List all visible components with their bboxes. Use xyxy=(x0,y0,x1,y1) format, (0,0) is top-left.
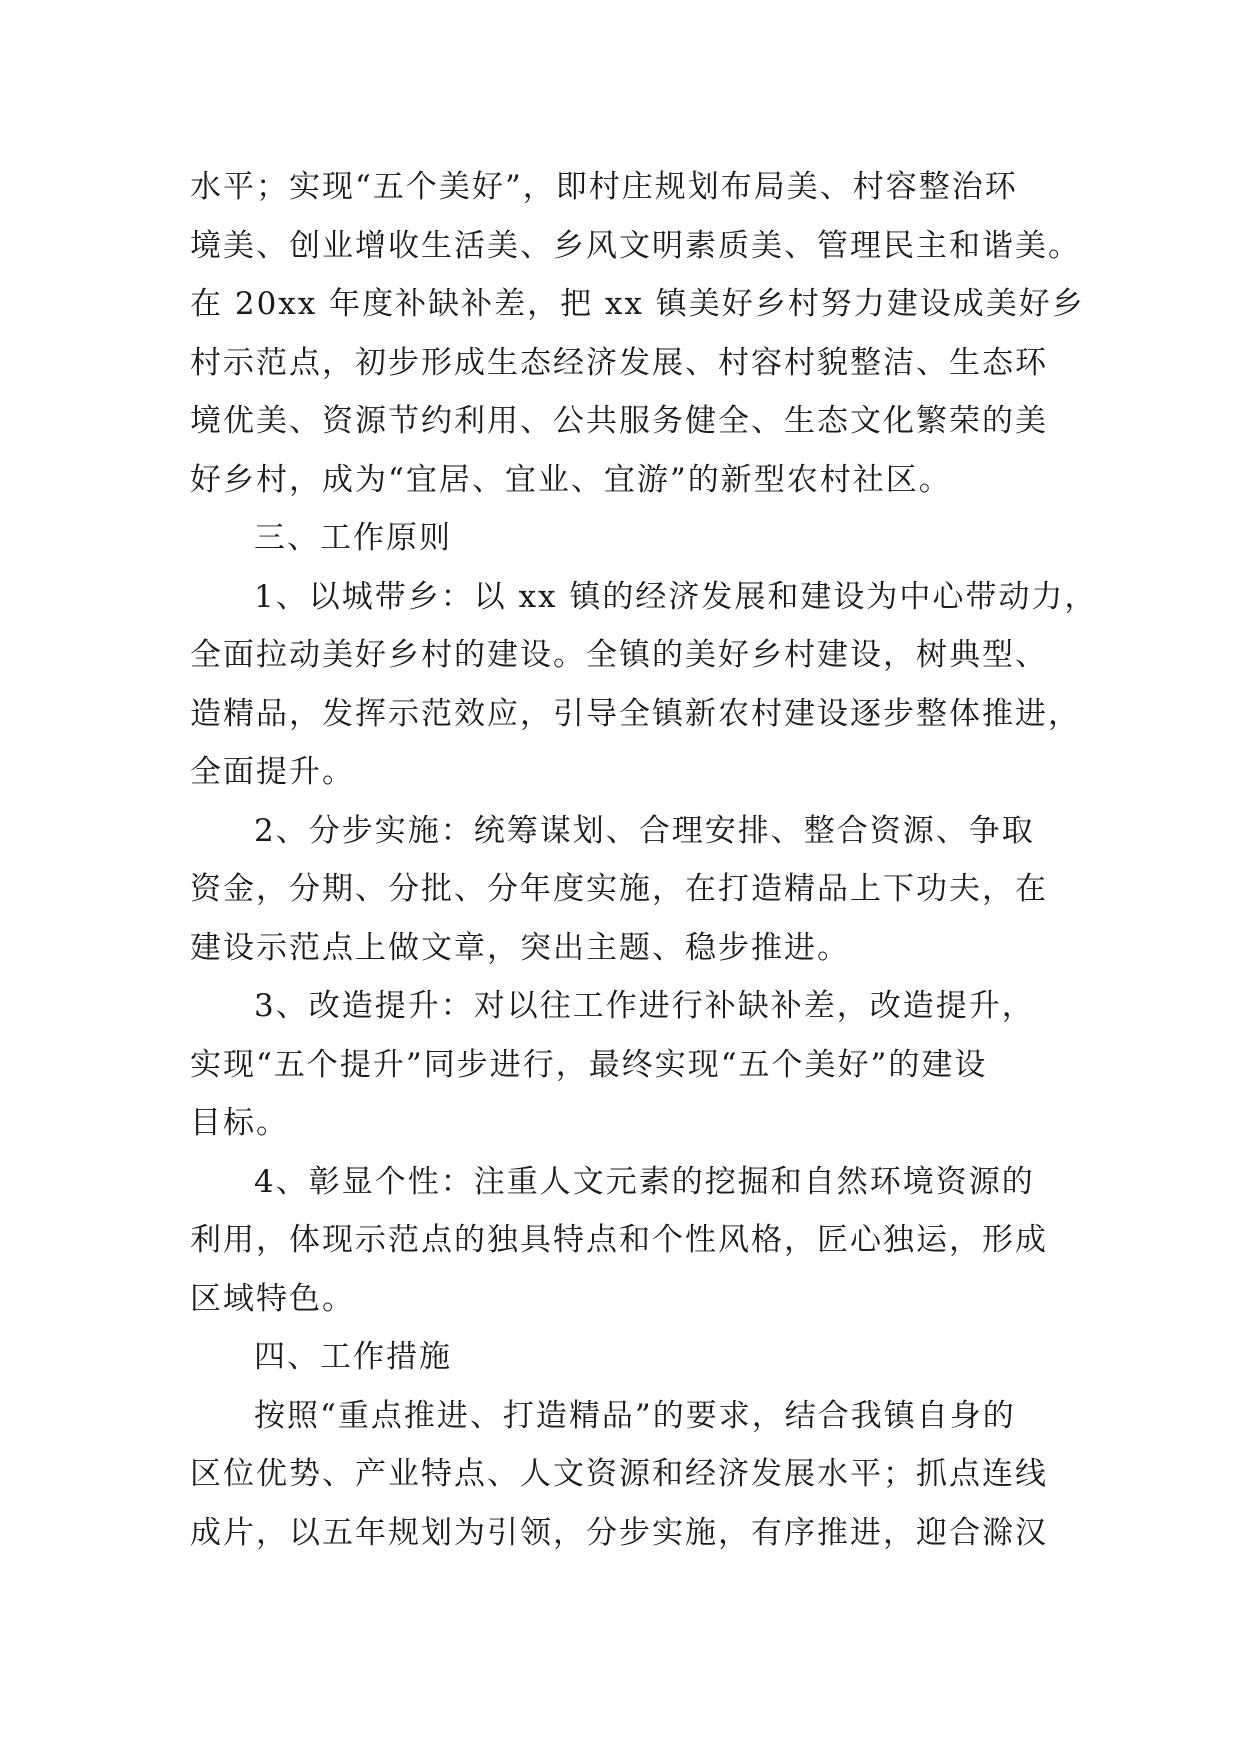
text-line: 按照“重点推进、打造精品”的要求，结合我镇自身的 xyxy=(254,1397,1016,1434)
text-line: 境美、创业增收生活美、乡风文明素质美、管理民主和谐美。 xyxy=(190,227,1081,264)
text-line: 在 20xx 年度补缺补差，把 xx 镇美好乡村努力建设成美好乡 xyxy=(190,286,1085,322)
text-line: 成片，以五年规划为引领，分步实施，有序推进，迎合滁汉 xyxy=(190,1514,1048,1551)
text-line: 好乡村，成为“宜居、宜业、宜游”的新型农村社区。 xyxy=(190,461,952,498)
text-line: 资金，分期、分批、分年度实施，在打造精品上下功夫，在 xyxy=(190,871,1048,907)
text-line: 区位优势、产业特点、人文资源和经济发展水平；抓点连线 xyxy=(190,1456,1048,1492)
text-line: 区域特色。 xyxy=(190,1280,355,1317)
text-line: 造精品，发挥示范效应，引导全镇新农村建设逐步整体推进， xyxy=(190,695,1081,732)
section-heading: 三、工作原则 xyxy=(254,520,452,556)
text-line: 4、彰显个性：注重人文元素的挖掘和自然环境资源的 xyxy=(254,1163,1035,1200)
text-line: 3、改造提升：对以往工作进行补缺补差，改造提升， xyxy=(254,988,1035,1024)
text-line: 目标。 xyxy=(190,1105,289,1141)
text-line: 1、以城带乡：以 xx 镇的经济发展和建设为中心带动力， xyxy=(254,578,1098,615)
section-heading: 四、工作措施 xyxy=(254,1339,452,1375)
text-line: 实现“五个提升”同步进行，最终实现“五个美好”的建设 xyxy=(190,1046,988,1083)
text-line: 2、分步实施：统筹谋划、合理安排、整合资源、争取 xyxy=(254,812,1035,849)
text-line: 全面拉动美好乡村的建设。全镇的美好乡村建设，树典型、 xyxy=(190,637,1048,673)
document-body xyxy=(190,158,1098,1562)
text-line: 境优美、资源节约利用、公共服务健全、生态文化繁荣的美 xyxy=(190,403,1048,439)
text-line: 全面提升。 xyxy=(190,754,355,790)
text-line: 利用，体现示范点的独具特点和个性风格，匠心独运，形成 xyxy=(190,1222,1048,1258)
text-line: 水平；实现“五个美好”，即村庄规划布局美、村容整治环 xyxy=(190,169,1018,205)
text-line: 村示范点，初步形成生态经济发展、村容村貌整洁、生态环 xyxy=(190,344,1048,381)
text-line: 建设示范点上做文章，突出主题、稳步推进。 xyxy=(190,929,850,966)
